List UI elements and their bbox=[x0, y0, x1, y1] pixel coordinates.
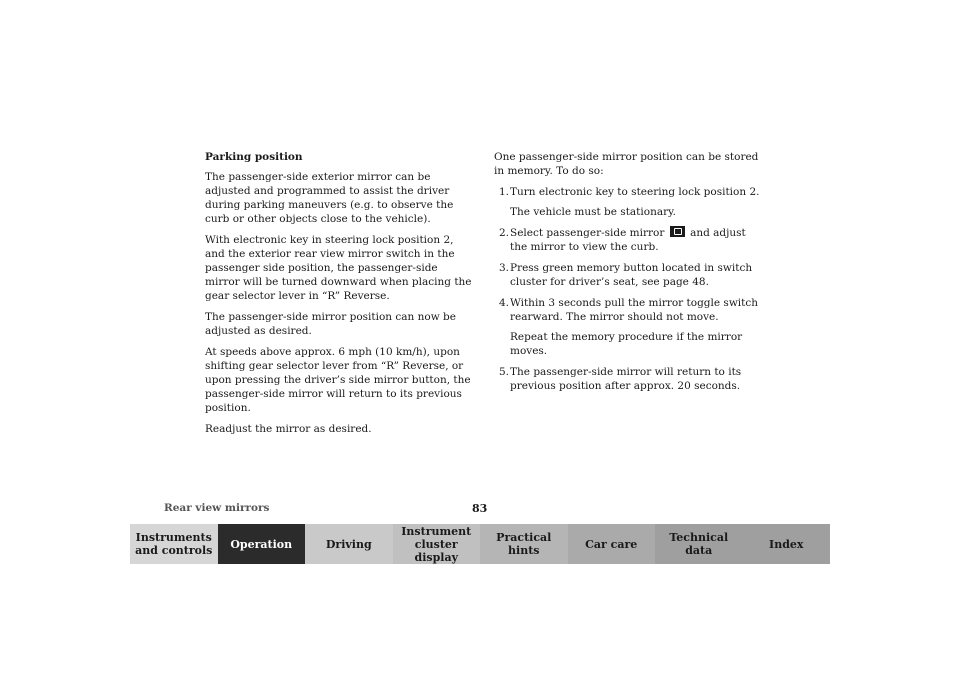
step-text: Turn electronic key to steering lock position 2. bbox=[510, 186, 760, 198]
tab-label-line2: data bbox=[685, 544, 713, 557]
tab-index[interactable] bbox=[743, 524, 831, 564]
tab-label-line1: Index bbox=[769, 537, 804, 551]
list-item bbox=[494, 185, 764, 219]
step-text: Within 3 seconds pull the mirror toggle switch rearward. The mirror should not move. bbox=[510, 297, 759, 323]
paragraph: With electronic key in steering lock position 2, and the exterior rear view mirror switch in the passenger side position, the passenger-side mirror will be turned downward when placing the gear selector lever in “R” Reverse. bbox=[205, 234, 472, 302]
tab-driving[interactable] bbox=[305, 524, 393, 564]
step-text: The passenger-side mirror will return to its previous position after approx. 20 seconds. bbox=[510, 366, 742, 392]
steps-list bbox=[494, 185, 764, 393]
list-item bbox=[494, 261, 764, 289]
paragraph: At speeds above approx. 6 mph (10 km/h), upon shifting gear selector lever from “R” Reverse, or upon pressing the driver’s side mirror button, the passenger-side mirror will return to its previous position. bbox=[205, 346, 471, 414]
step-text-before: Select passenger-side mirror bbox=[510, 227, 665, 239]
tab-label-line2: cluster display bbox=[414, 537, 458, 564]
step-number: 3. bbox=[499, 262, 510, 274]
page-number: 83 bbox=[472, 502, 488, 515]
tab-operation[interactable] bbox=[218, 524, 306, 564]
tab-label-line2: and controls bbox=[135, 544, 213, 557]
step-number: 1. bbox=[499, 186, 510, 198]
list-item bbox=[494, 226, 764, 254]
intro-paragraph: One passenger-side mirror position can be stored in memory. To do so: bbox=[494, 151, 759, 177]
step-text-after: and adjust the mirror to view the curb. bbox=[510, 227, 746, 253]
paragraph: Readjust the mirror as desired. bbox=[205, 423, 372, 435]
tab-label-line1: Car care bbox=[585, 537, 638, 551]
tab-car-care[interactable] bbox=[568, 524, 656, 564]
paragraph: The passenger-side mirror position can now be adjusted as desired. bbox=[205, 311, 456, 337]
right-column bbox=[494, 150, 764, 400]
step-number: 2. bbox=[499, 227, 510, 239]
passenger-mirror-switch-icon bbox=[670, 226, 685, 237]
section-title: Rear view mirrors bbox=[164, 502, 270, 514]
tab-technical-data[interactable] bbox=[655, 524, 743, 564]
step-note: Repeat the memory procedure if the mirror moves. bbox=[510, 331, 743, 357]
list-item bbox=[494, 365, 764, 393]
tab-instrument-cluster-display[interactable] bbox=[393, 524, 481, 564]
tab-label-line1: Practical hints bbox=[496, 531, 552, 557]
tab-instruments-and-controls[interactable] bbox=[130, 524, 218, 564]
section-heading: Parking position bbox=[205, 151, 303, 163]
step-text: Press green memory button located in switch cluster for driver’s seat, see page 48. bbox=[510, 262, 753, 288]
tab-practical-hints[interactable] bbox=[480, 524, 568, 564]
step-text bbox=[510, 226, 764, 254]
tab-label-line1: Instrument bbox=[401, 524, 472, 538]
tab-label-line1: Driving bbox=[325, 537, 372, 551]
left-column bbox=[205, 150, 475, 443]
tab-label-line1: Technical bbox=[669, 531, 729, 544]
tab-label-line1: Operation bbox=[230, 537, 293, 551]
list-item bbox=[494, 296, 764, 358]
step-note: The vehicle must be stationary. bbox=[510, 206, 676, 218]
tab-label-line1: Instruments bbox=[135, 531, 212, 544]
step-number: 4. bbox=[499, 297, 510, 309]
step-number: 5. bbox=[499, 366, 510, 378]
paragraph: The passenger-side exterior mirror can be adjusted and programmed to assist the driver during parking maneuvers (e.g. to observe the curb or other objects close to the vehicle). bbox=[205, 171, 454, 225]
chapter-nav bbox=[130, 524, 830, 564]
